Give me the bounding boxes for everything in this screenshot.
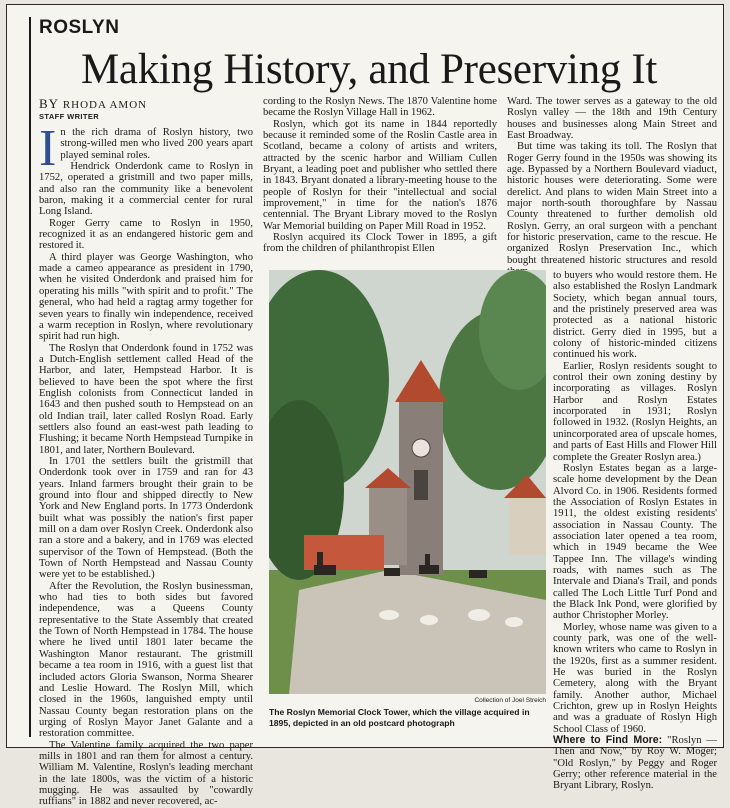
where-text: "Roslyn — Then and Now," by Roy W. Moger; "Old Roslyn," by Peggy and Roger Gerry; other reference material in the Bryant Library, Roslyn. xyxy=(553,735,717,792)
paragraph: Roger Gerry came to Roslyn in 1950, recognized it as an endangered historic gem and restored it. xyxy=(39,217,253,252)
photo-credit: Collection of Joel Streich xyxy=(474,697,546,704)
paragraph: But time was taking its toll. The Roslyn that Roger Gerry found in the 1950s was showing its age. Bypassed by a Northern Boulevard viaduct, historic houses were deteriorating. Some were derelict. And plans to widen Main Street into a major north-south thoroughfare by Nassau County threatened to further demolish old Roslyn. Gerry, an oral surgeon with a penchant for historic preservation, came to the rescue. He organized Roslyn Preservation Inc., which bought threatened historic structures and resold xyxy=(507,141,717,266)
byline-role: STAFF WRITER xyxy=(39,112,100,121)
postcard-illustration xyxy=(269,270,546,694)
column-3 xyxy=(507,96,717,278)
where-to-find-more xyxy=(553,735,717,792)
paragraph: A third player was George Washington, who made a cameo appearance as president in 1790, when he visited Onderdonk and praised him for operating his mills "with spirit and to profit." The general, who had held a ragtag army together for seven years to finally win independence, received a warm reception in Roslyn, where revolutionary spirit had run high. xyxy=(39,251,253,343)
article-frame xyxy=(29,17,717,808)
lead-paragraph xyxy=(39,120,253,177)
column-3-continued xyxy=(553,270,717,792)
paragraph: The Valentine family acquired the two paper mills in 1801 and ran them for almost a century. William M. Valentine, Roslyn's leading merchant in the late 1800s, was the victim of a historic mugging. He was assaulted by "cowardly ruffians" in 1882 and never recovered, ac- xyxy=(39,739,253,808)
column-1 xyxy=(39,120,253,808)
paragraph: After the Revolution, the Roslyn businessman, who had ties to both sides but favored independence, was a Queens County representative to the State Assembly that created the Town of North Hempstead in 1784. The house where he lived until 1801 later became the Washington Manor restaurant. The gristmill became a tea room in 1916, with a guest list that included actors Gloria Swanson, Norma Shearer and Leslie Howard. The Roslyn Mill, which closed in the 1960s, languished empty until Nassau County began restoration plans on the urging of Roslyn Mayor Janet Galante and a restoration committee. xyxy=(39,580,253,740)
clock-tower-photo xyxy=(269,270,546,694)
paragraph: Ward. The tower serves as a gateway to the old Roslyn valley — the 18th and 19th Century houses and businesses along Main Street and East Broadway. xyxy=(507,96,717,142)
paragraph: Earlier, Roslyn residents sought to control their own zoning destiny by incorporating as villages. Roslyn Harbor and Roslyn Estates incorporated in 1931; Roslyn followed in 1932. (Roslyn Heights, an unincorporated area of upscale homes, and parts of East Hills and Flower Hill complete the Greater Roslyn area.) xyxy=(553,360,717,463)
page xyxy=(6,4,724,808)
paragraph: Morley, whose name was given to a county park, was one of the well-known writers who came to Roslyn in the 1920s, first as a summer resident. He was buried in the Roslyn Cemetery, along with the Bryant family. Another author, Michael Crichton, grew up in Roslyn Heights and was a graduate of Roslyn High School Class of 1960. xyxy=(553,621,717,735)
paragraph: The Roslyn that Onderdonk found in 1752 was a Dutch-English settlement called Head of the Harbor, and later, Hempstead Harbor. It is believed to have been the spot where the first English colonists from Connecticut landed in 1643 and then pushed south to Hempstead on an old Indian trail, later called Roslyn Road. Early settlers also found an east-west path leading to Flushing; it became North Hempstead Turnpike in 1801, and later, Northern Boulevard. xyxy=(39,342,253,456)
column-2 xyxy=(263,96,497,255)
photo-caption: The Roslyn Memorial Clock Tower, which the village acquired in 1895, depicted in an old postcard photograph xyxy=(269,707,530,728)
where-label: Where to Find More: xyxy=(553,734,663,747)
section-label: ROSLYN xyxy=(39,17,120,38)
paragraph: In 1701 the settlers built the gristmill that Onderdonk took over in 1759 and ran for 43 years. Inland farmers brought their grain to be ground into flour and shipped directly to New York and New England ports. In 1773 Onderdonk built what was possibly the nation's first paper mill on a dam over Roslyn Creek. Onderdonk also ran a store and a bakery, and in 1769 was elected supervisor of the Town of Hempstead. (Both the Town of North Hempstead and Nassau County were yet to be established.) xyxy=(39,455,253,581)
paragraph: Hendrick Onderdonk came to Roslyn in 1752, operated a gristmill and two paper mills, and also ran the community like a benevolent baron, making it a commercial center for rural Long Island. xyxy=(39,161,253,218)
paragraph: Roslyn, which got its name in 1844 reportedly because it reminded some of the Roslin Castle area in Scotland, became a colony of artists and writers, attracted by the scenic harbor and William Cullen Bryant, a leading poet and publisher who settled there in 1843. Bryant donated a library-meeting house to the people of Roslyn for their "intellectual and social improvement," in time for the nation's 1876 centennial. The Bryant Library moved to the Roslyn War Memorial building on Paper Mill Road in 1952. xyxy=(263,118,497,232)
paragraph: to buyers who would restore them. He also established the Roslyn Landmark Society, which began annual tours, and the pristinely preserved area was protected as a national historic district. Gerry died in 1995, but a colony of historic-minded citizens continued his work. xyxy=(553,270,717,361)
byline-prefix: BY xyxy=(39,96,60,111)
byline-author-first: RHODA xyxy=(62,99,107,111)
headline: Making History, and Preserving It xyxy=(81,46,658,93)
drop-cap: I xyxy=(39,120,57,177)
paragraph: cording to the Roslyn News. The 1870 Valentine home became the Roslyn Village Hall in 1962. xyxy=(263,96,497,119)
byline-author-last: AMON xyxy=(109,99,148,111)
paragraph: Roslyn acquired its Clock Tower in 1895, a gift from the children of philanthropist Ellen xyxy=(263,232,497,255)
paragraph: n the rich drama of Roslyn history, two strong-willed men who lived 200 years apart played seminal roles. xyxy=(60,127,253,161)
paragraph: Roslyn Estates began as a large-scale home development by the Dean Alvord Co. in 1906. Residents formed the Association of Roslyn Estates in 1911, the oldest existing residents' association in Nassau County. The association later opened a tea room, which in 1949 became the Wee Tappee Inn. The village's winding roads, with names such as The Intervale and Diana's Trail, and ponds called The Loch Little Turf Pond and the Black Ink Pond, were glorified by author Christopher Morley. xyxy=(553,462,717,622)
byline xyxy=(39,96,147,112)
